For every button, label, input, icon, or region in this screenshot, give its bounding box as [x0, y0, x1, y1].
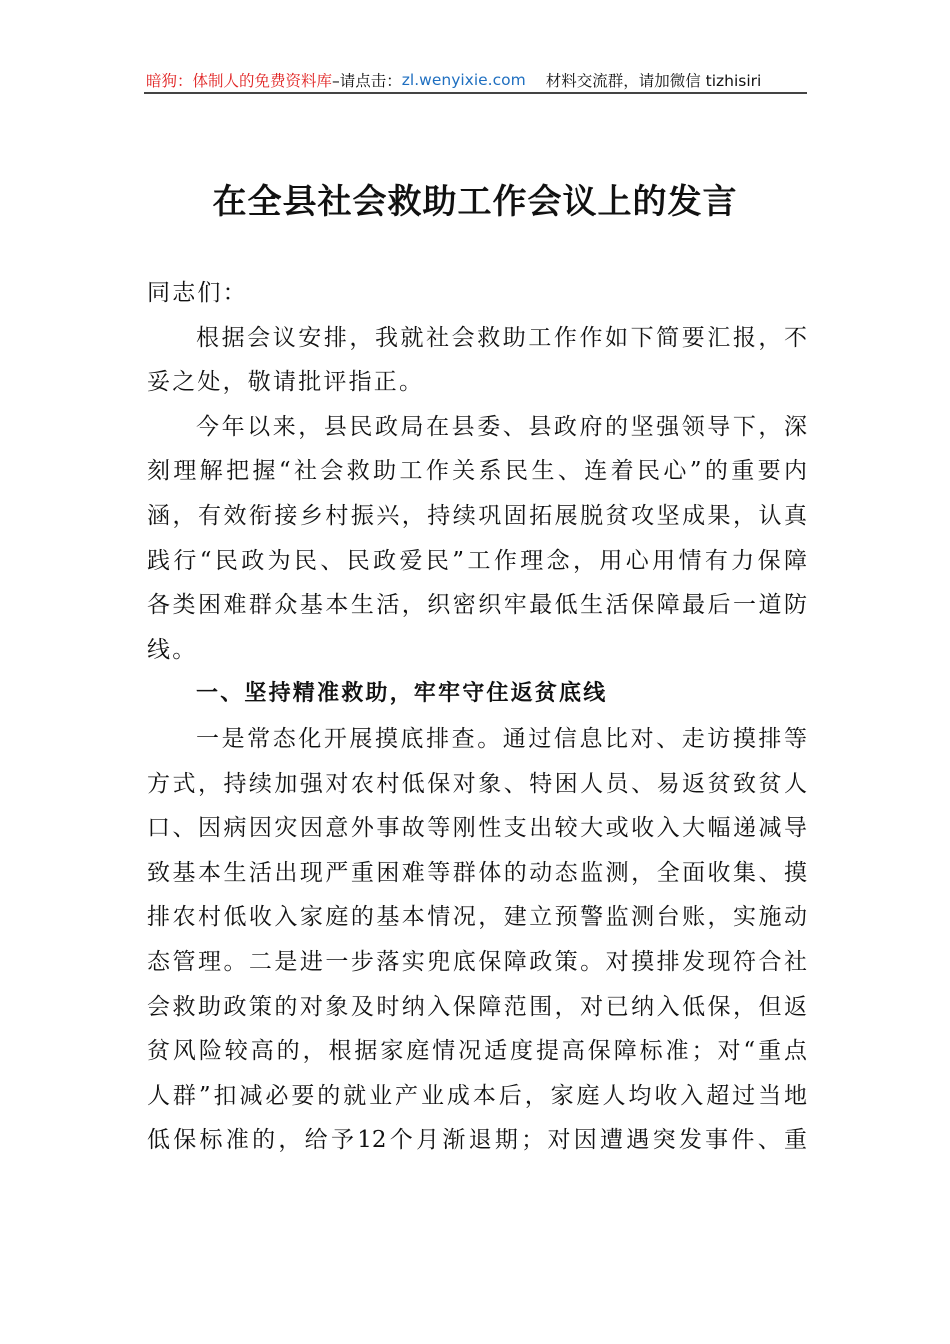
document-title: 在全县社会救助工作会议上的发言	[212, 182, 738, 222]
paragraph-line: 妥之处，敬请批评指正。	[147, 369, 425, 396]
paragraph-line: 涵，有效衔接乡村振兴，持续巩固拓展脱贫攻坚成果，认真	[147, 502, 807, 529]
header-divider	[144, 92, 807, 94]
paragraph-line: 践行“民政为民、民政爱民”工作理念，用心用情有力保障	[147, 547, 807, 574]
section-heading: 一、坚持精准救助，牢牢守住返贫底线	[196, 681, 608, 707]
paragraph-line: 会救助政策的对象及时纳入保障范围，对已纳入低保，但返	[147, 993, 807, 1020]
brand-text: 暗狗：体制人的免费资料库	[146, 72, 333, 90]
paragraph-line: 今年以来，县民政局在县委、县政府的坚强领导下，深	[196, 413, 807, 440]
paragraph-line: 人群”扣减必要的就业产业成本后，家庭人均收入超过当地	[147, 1082, 807, 1109]
site-link[interactable]: zl.wenyixie.com	[401, 71, 526, 89]
paragraph-line: 态管理。二是进一步落实兜底保障政策。对摸排发现符合社	[147, 948, 807, 975]
paragraph-line: 根据会议安排，我就社会救助工作作如下简要汇报，不	[196, 324, 807, 351]
paragraph-line: 刻理解把握“社会救助工作关系民生、连着民心”的重要内	[147, 458, 807, 485]
contact-text: 材料交流群，请加微信 tizhisiri	[545, 72, 762, 90]
document-body	[147, 271, 807, 1163]
prompt-text: –请点击：	[332, 72, 402, 90]
header-banner	[146, 68, 806, 92]
paragraph-line: 口、因病因灾因意外事故等刚性支出较大或收入大幅递减导	[147, 815, 807, 842]
paragraph-line: 一是常态化开展摸底排查。通过信息比对、走访摸排等	[196, 725, 807, 752]
paragraph-line: 线。	[147, 636, 198, 663]
paragraph-line: 方式，持续加强对农村低保对象、特困人员、易返贫致贫人	[147, 770, 807, 797]
paragraph-line: 低保标准的，给予12个月渐退期；对因遭遇突发事件、重	[147, 1127, 807, 1154]
paragraph-line: 同志们：	[147, 280, 248, 306]
paragraph-line: 排农村低收入家庭的基本情况，建立预警监测台账，实施动	[147, 904, 807, 931]
paragraph-line: 各类困难群众基本生活，织密织牢最低生活保障最后一道防	[147, 592, 807, 619]
paragraph-line: 致基本生活出现严重困难等群体的动态监测，全面收集、摸	[147, 859, 807, 886]
paragraph-line: 贫风险较高的，根据家庭情况适度提高保障标准；对“重点	[147, 1038, 807, 1065]
